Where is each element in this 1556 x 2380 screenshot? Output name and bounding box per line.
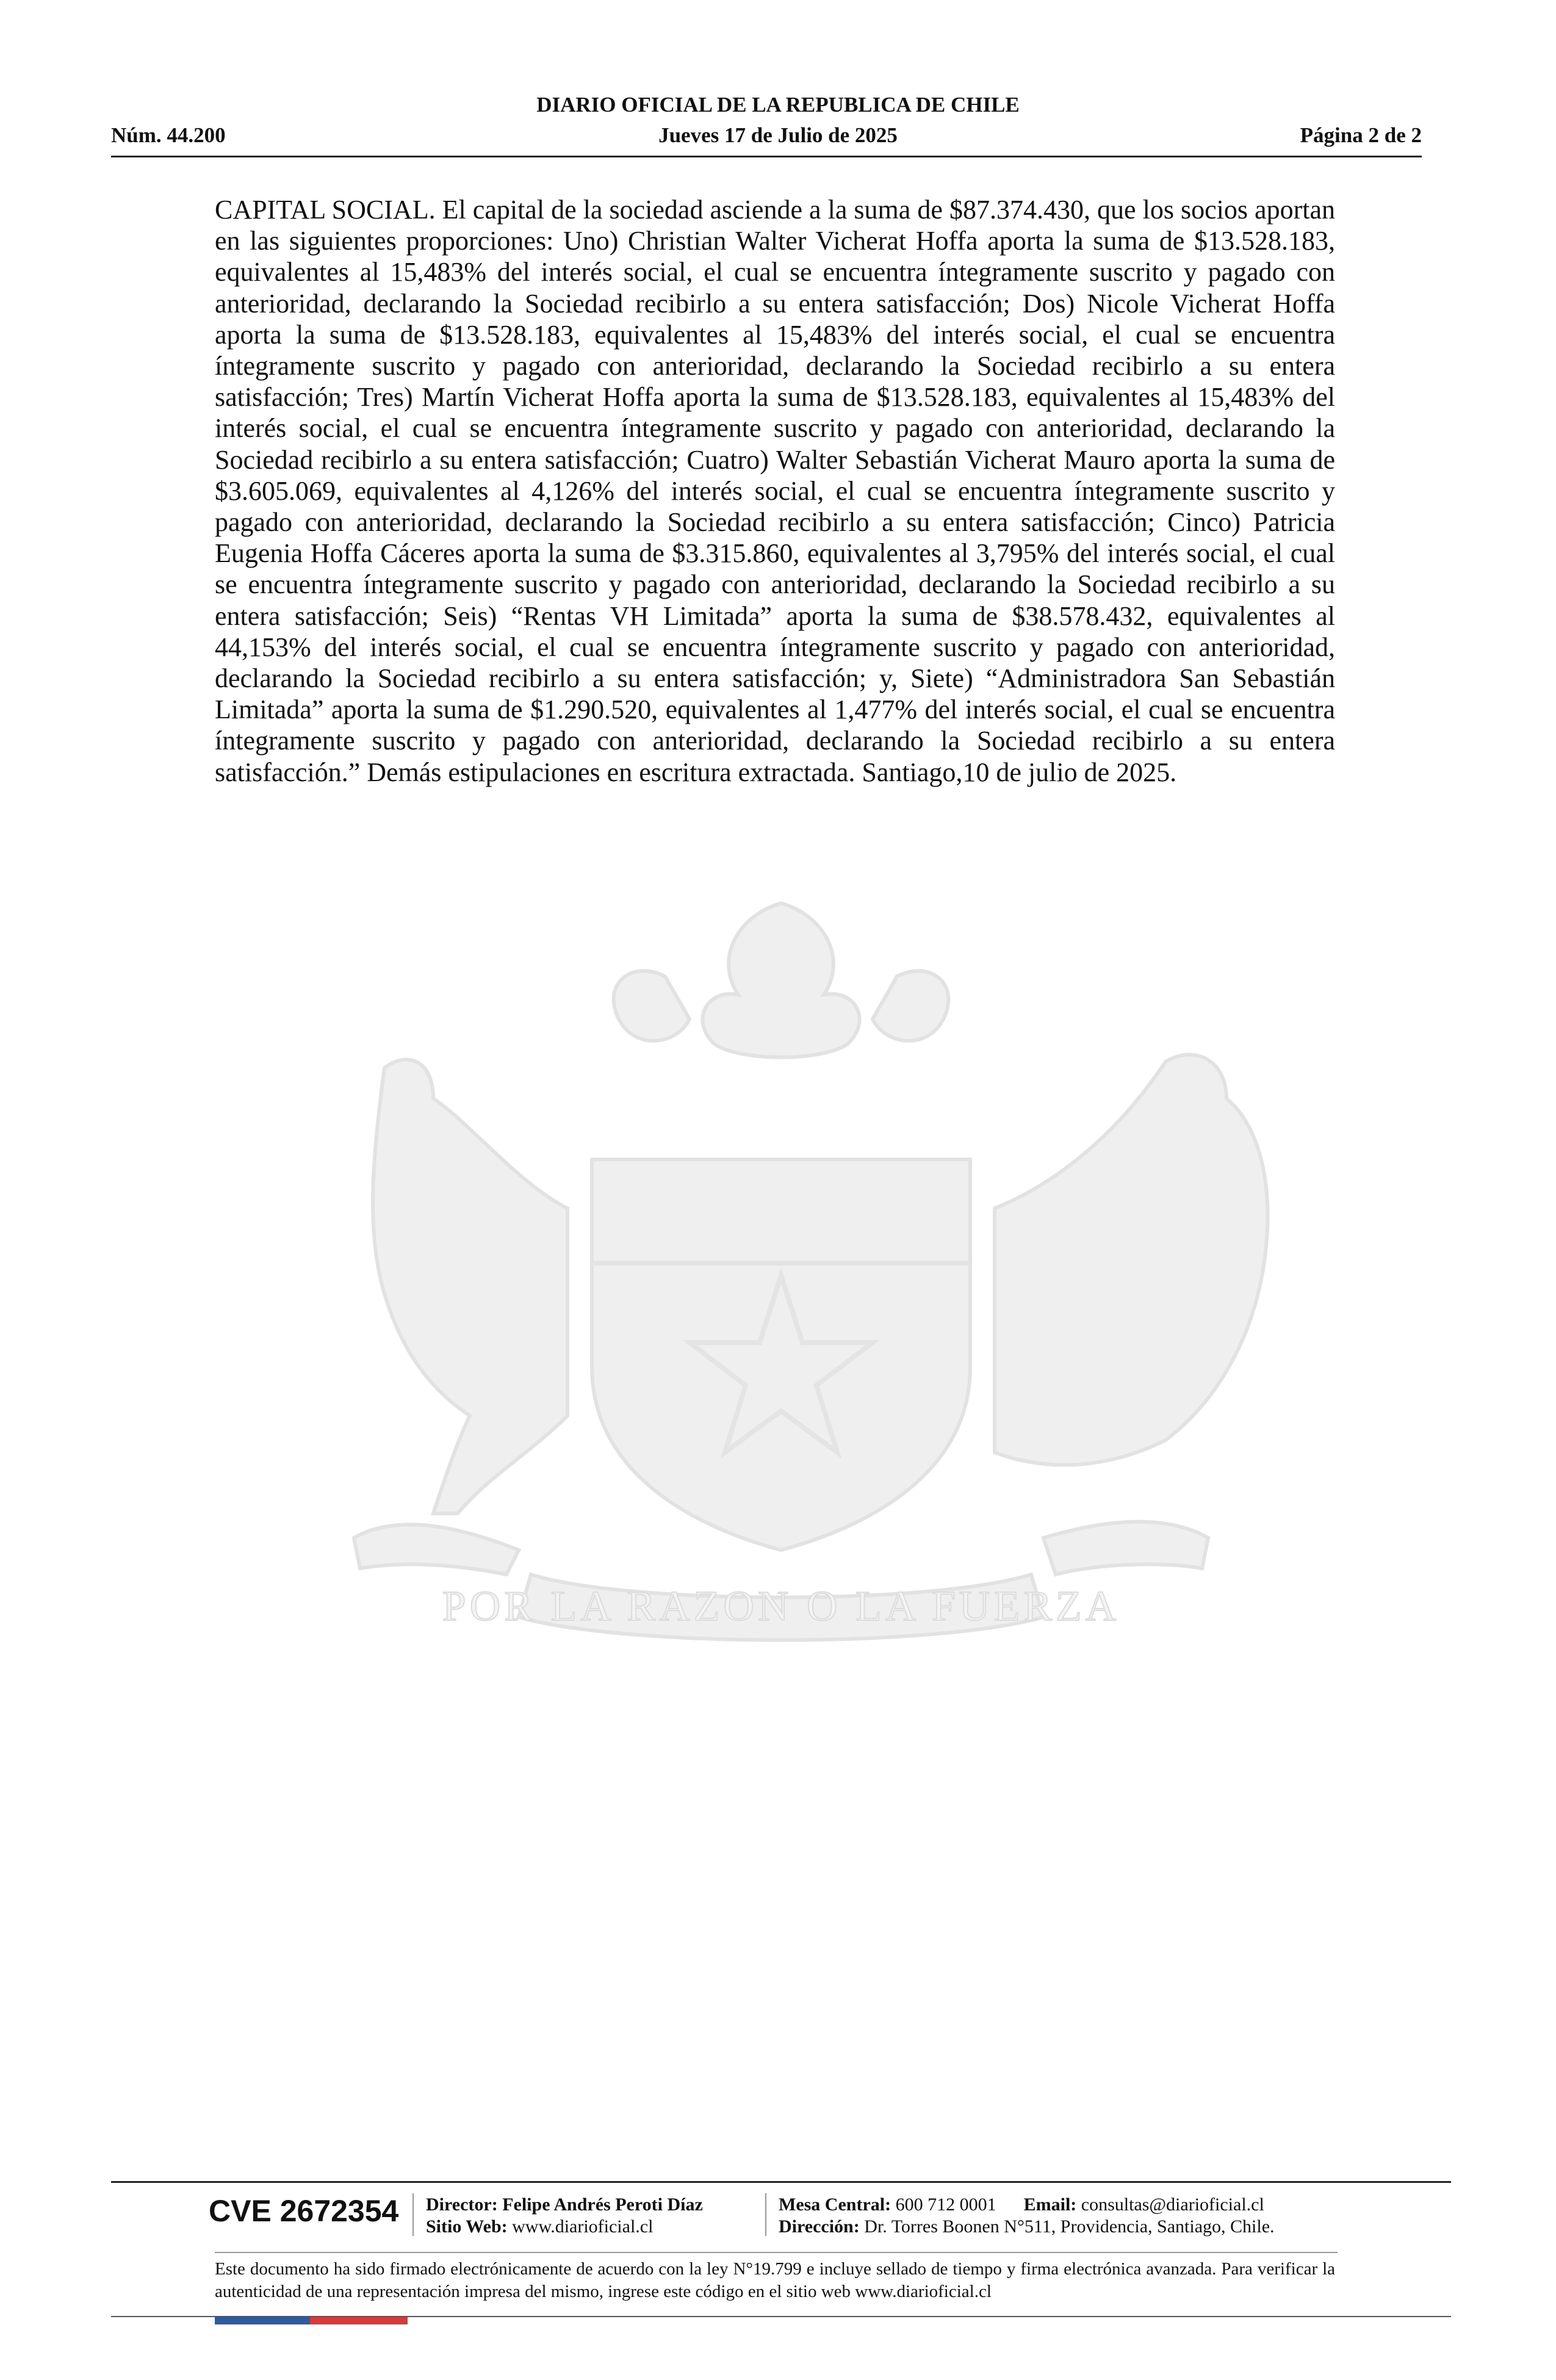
gazette-title: DIARIO OFICIAL DE LA REPUBLICA DE CHILE <box>536 93 1020 117</box>
header-divider <box>111 156 1422 157</box>
contact-line <box>779 2194 1264 2215</box>
footer-separator-2 <box>765 2193 766 2236</box>
coat-of-arms-watermark <box>201 867 1361 1678</box>
flag-stripe-red <box>310 2317 408 2324</box>
electronic-signature-notice: Este documento ha sido firmado electrónicamente de acuerdo con la ley N°19.799 e incluye sellado de tiempo y firma electrónica avanzada. Para verificar la autenticidad de una representación impresa del mismo, ingrese este código en el sitio web www.diarioficial.cl <box>215 2259 1335 2301</box>
issue-date: Jueves 17 de Julio de 2025 <box>658 123 898 147</box>
footer-separator-1 <box>412 2193 414 2236</box>
address-label: Dirección: <box>779 2216 860 2237</box>
watermark-motto: POR LA RAZON O LA FUERZA <box>442 1583 1120 1630</box>
director-value: Felipe Andrés Peroti Díaz <box>502 2194 703 2215</box>
director-line <box>426 2194 703 2215</box>
phone-label: Mesa Central: <box>779 2194 891 2215</box>
cve-code: CVE 2672354 <box>209 2194 399 2228</box>
page-number: Página 2 de 2 <box>1300 123 1422 147</box>
email-link[interactable]: consultas@diarioficial.cl <box>1081 2194 1264 2215</box>
footer-divider-top <box>111 2181 1451 2183</box>
phone-value: 600 712 0001 <box>895 2194 996 2215</box>
website-label: Sitio Web: <box>426 2216 508 2237</box>
website-link[interactable]: www.diarioficial.cl <box>512 2216 654 2237</box>
website-line <box>426 2216 653 2237</box>
issue-number: Núm. 44.200 <box>111 123 226 147</box>
email-label: Email: <box>1023 2194 1077 2215</box>
address-line <box>779 2216 1275 2237</box>
footer-divider-mid <box>215 2252 1338 2253</box>
capital-social-paragraph: CAPITAL SOCIAL. El capital de la sociedad asciende a la suma de $87.374.430, que los socios aportan en las siguientes proporciones: Uno) Christian Walter Vicherat Hoffa aporta la suma de $13.528.183, equivalentes al 15,483% del interés social, el cual se encuentra íntegramente suscrito y pagado con anterioridad, declarando la Sociedad recibirlo a su entera satisfacción; Dos) Nicole Vicherat Hoffa aporta la suma de $13.528.183, equivalentes al 15,483% del interés social, el cual se encuentra íntegramente suscrito y pagado con anterioridad, declarando la Sociedad recibirlo a su entera satisfacción; Tres) Martín Vicherat Hoffa aporta la suma de $13.528.183, equivalentes al 15,483% del interés social, el cual se encuentra íntegramente suscrito y pagado con anterioridad, declarando la Sociedad recibirlo a su entera satisfacción; Cuatro) Walter Sebastián Vicherat Mauro aporta la suma de $3.605.069, equivalentes al 4,126% del interés social, el cual se encuentra íntegramente suscrito y pagado con anterioridad, declarando la Sociedad recibirlo a su entera satisfacción; Cinco) Patricia Eugenia Hoffa Cáceres aporta la suma de $3.315.860, equivalentes al 3,795% del interés social, el cual se encuentra íntegramente suscrito y pagado con anterioridad, declarando la Sociedad recibirlo a su entera satisfacción; Seis) “Rentas VH Limitada” aporta la suma de $38.578.432, equivalentes al 44,153% del interés social, el cual se encuentra íntegramente suscrito y pagado con anterioridad, declarando la Sociedad recibirlo a su entera satisfacción; y, Siete) “Administradora San Sebastián Limitada” aporta la suma de $1.290.520, equivalentes al 1,477% del interés social, el cual se encuentra íntegramente suscrito y pagado con anterioridad, declarando la Sociedad recibirlo a su entera satisfacción.” Demás estipulaciones en escritura extractada. Santiago,10 de julio de 2025. <box>215 195 1335 787</box>
address-value: Dr. Torres Boonen N°511, Providencia, Santiago, Chile. <box>864 2216 1275 2237</box>
director-label: Director: <box>426 2194 498 2215</box>
flag-stripe-blue <box>215 2317 310 2324</box>
